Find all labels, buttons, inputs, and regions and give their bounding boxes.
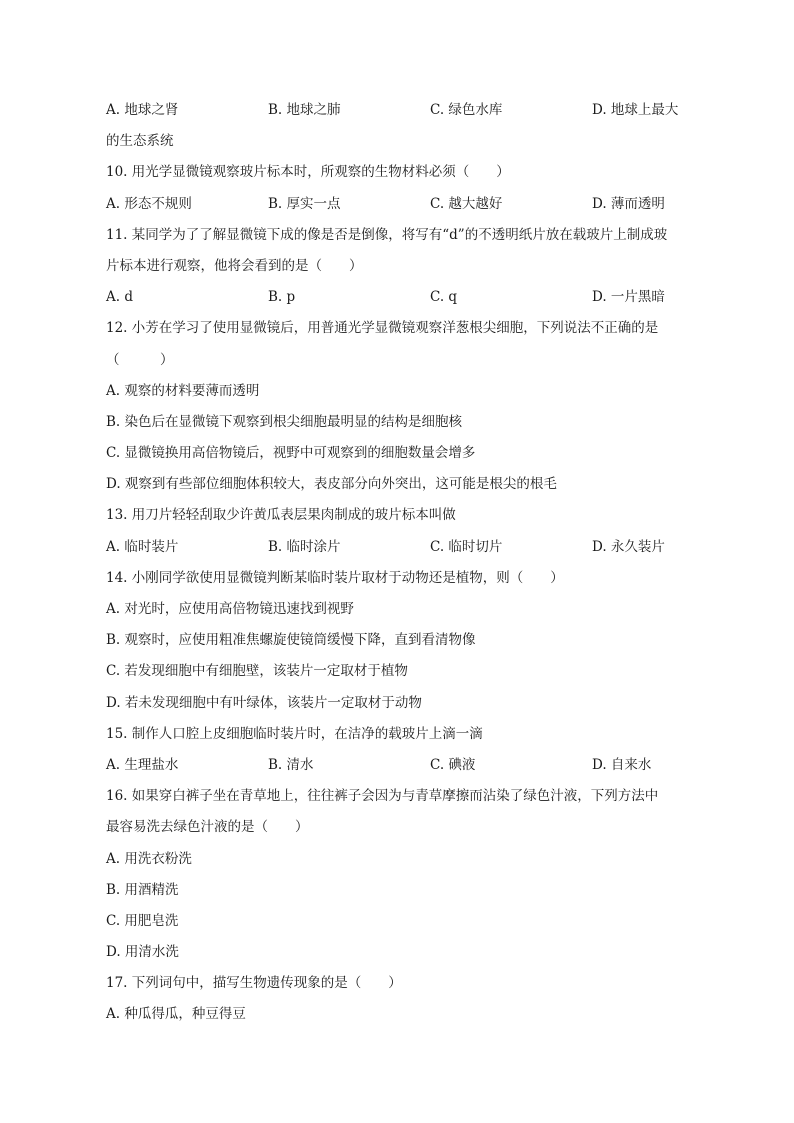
q17-option-a: A. 种瓜得瓜，种豆得豆: [106, 1006, 246, 1023]
q9-option-c: C. 绿色水库: [430, 102, 503, 118]
q15-options: [106, 753, 696, 784]
q10-option-b: B. 厚实一点: [268, 195, 341, 212]
q10-stem: 10. 用光学显微镜观察玻片标本时，所观察的生物材料必须（ ）: [106, 164, 510, 181]
q13-option-d: D. 永久装片: [592, 538, 665, 555]
q13-option-a: A. 临时装片: [106, 538, 179, 555]
q11-stem-line2: 片标本进行观察，他将会看到的是（ ）: [106, 257, 363, 274]
q11-option-d: D. 一片黑暗: [592, 289, 665, 306]
q9-option-b: B. 地球之肺: [268, 102, 341, 118]
q13-options: [106, 535, 696, 566]
q15-option-b: B. 清水: [268, 756, 314, 773]
q12-option-b: B. 染色后在显微镜下观察到根尖细胞最明显的结构是细胞核: [106, 413, 463, 430]
q12-stem-line1: 12. 小芳在学习了使用显微镜后，用普通光学显微镜观察洋葱根尖细胞，下列说法不正确的是: [106, 320, 659, 337]
q14-option-a: A. 对光时，应使用高倍物镜迅速找到视野: [106, 601, 354, 617]
q17-stem: 17. 下列词句中，描写生物遗传现象的是（ ）: [106, 975, 402, 992]
q16-stem-line2: 最容易洗去绿色汁液的是（ ）: [106, 819, 309, 836]
q14-option-d: D. 若未发现细胞中有叶绿体，该装片一定取材于动物: [106, 694, 422, 711]
q14-stem: 14. 小刚同学欲使用显微镜判断某临时装片取材于动物还是植物，则（ ）: [106, 569, 564, 586]
q10-option-a: A. 形态不规则: [106, 195, 192, 212]
q12-option-c: C. 显微镜换用高倍物镜后，视野中可观察到的细胞数量会增多: [106, 445, 476, 462]
q14-option-c: C. 若发现细胞中有细胞壁，该装片一定取材于植物: [106, 663, 408, 680]
q13-stem: 13. 用刀片轻轻刮取少许黄瓜表层果肉制成的玻片标本叫做: [106, 507, 456, 524]
q16-option-c: C. 用肥皂洗: [106, 912, 179, 929]
q12-option-d: D. 观察到有些部位细胞体积较大，表皮部分向外突出，这可能是根尖的根毛: [106, 476, 557, 493]
q11-option-b: B. p: [268, 289, 296, 306]
q15-option-c: C. 碘液: [430, 756, 476, 773]
q16-option-b: B. 用酒精洗: [106, 881, 179, 898]
q9-option-d: D. 地球上最大: [592, 102, 679, 118]
q16-option-d: D. 用清水洗: [106, 944, 179, 961]
q10-option-c: C. 越大越好: [430, 195, 503, 212]
exam-page: [106, 98, 696, 1034]
q15-stem: 15. 制作人口腔上皮细胞临时装片时，在洁净的载玻片上滴一滴: [106, 725, 483, 742]
q14-option-b: B. 观察时，应使用粗准焦螺旋使镜筒缓慢下降，直到看清物像: [106, 632, 476, 649]
q10-options: [106, 192, 696, 223]
q13-option-c: C. 临时切片: [430, 538, 503, 555]
q11-option-a: A. d: [106, 289, 133, 306]
q15-option-a: A. 生理盐水: [106, 756, 179, 773]
q16-stem-line1: 16. 如果穿白裤子坐在青草地上，往往裤子会因为与青草摩擦而沾染了绿色汁液，下列方法中: [106, 788, 659, 805]
q12-stem-line2: （ ）: [106, 351, 174, 368]
q11-stem-line1: 11. 某同学为了了解显微镜下成的像是否是倒像，将写有“d”的不透明纸片放在载玻片上制成玻: [106, 226, 668, 243]
q16-option-a: A. 用洗衣粉洗: [106, 850, 192, 867]
q13-option-b: B. 临时涂片: [268, 538, 341, 555]
q11-options: [106, 285, 696, 316]
q12-option-a: A. 观察的材料要薄而透明: [106, 382, 260, 399]
q10-option-d: D. 薄而透明: [592, 195, 665, 212]
q9-option-d-continuation: 的生态系统: [106, 133, 174, 150]
q11-option-c: C. q: [430, 289, 458, 306]
q9-option-a: A. 地球之肾: [106, 102, 179, 118]
q9-options: [106, 98, 696, 129]
q15-option-d: D. 自来水: [592, 756, 652, 773]
